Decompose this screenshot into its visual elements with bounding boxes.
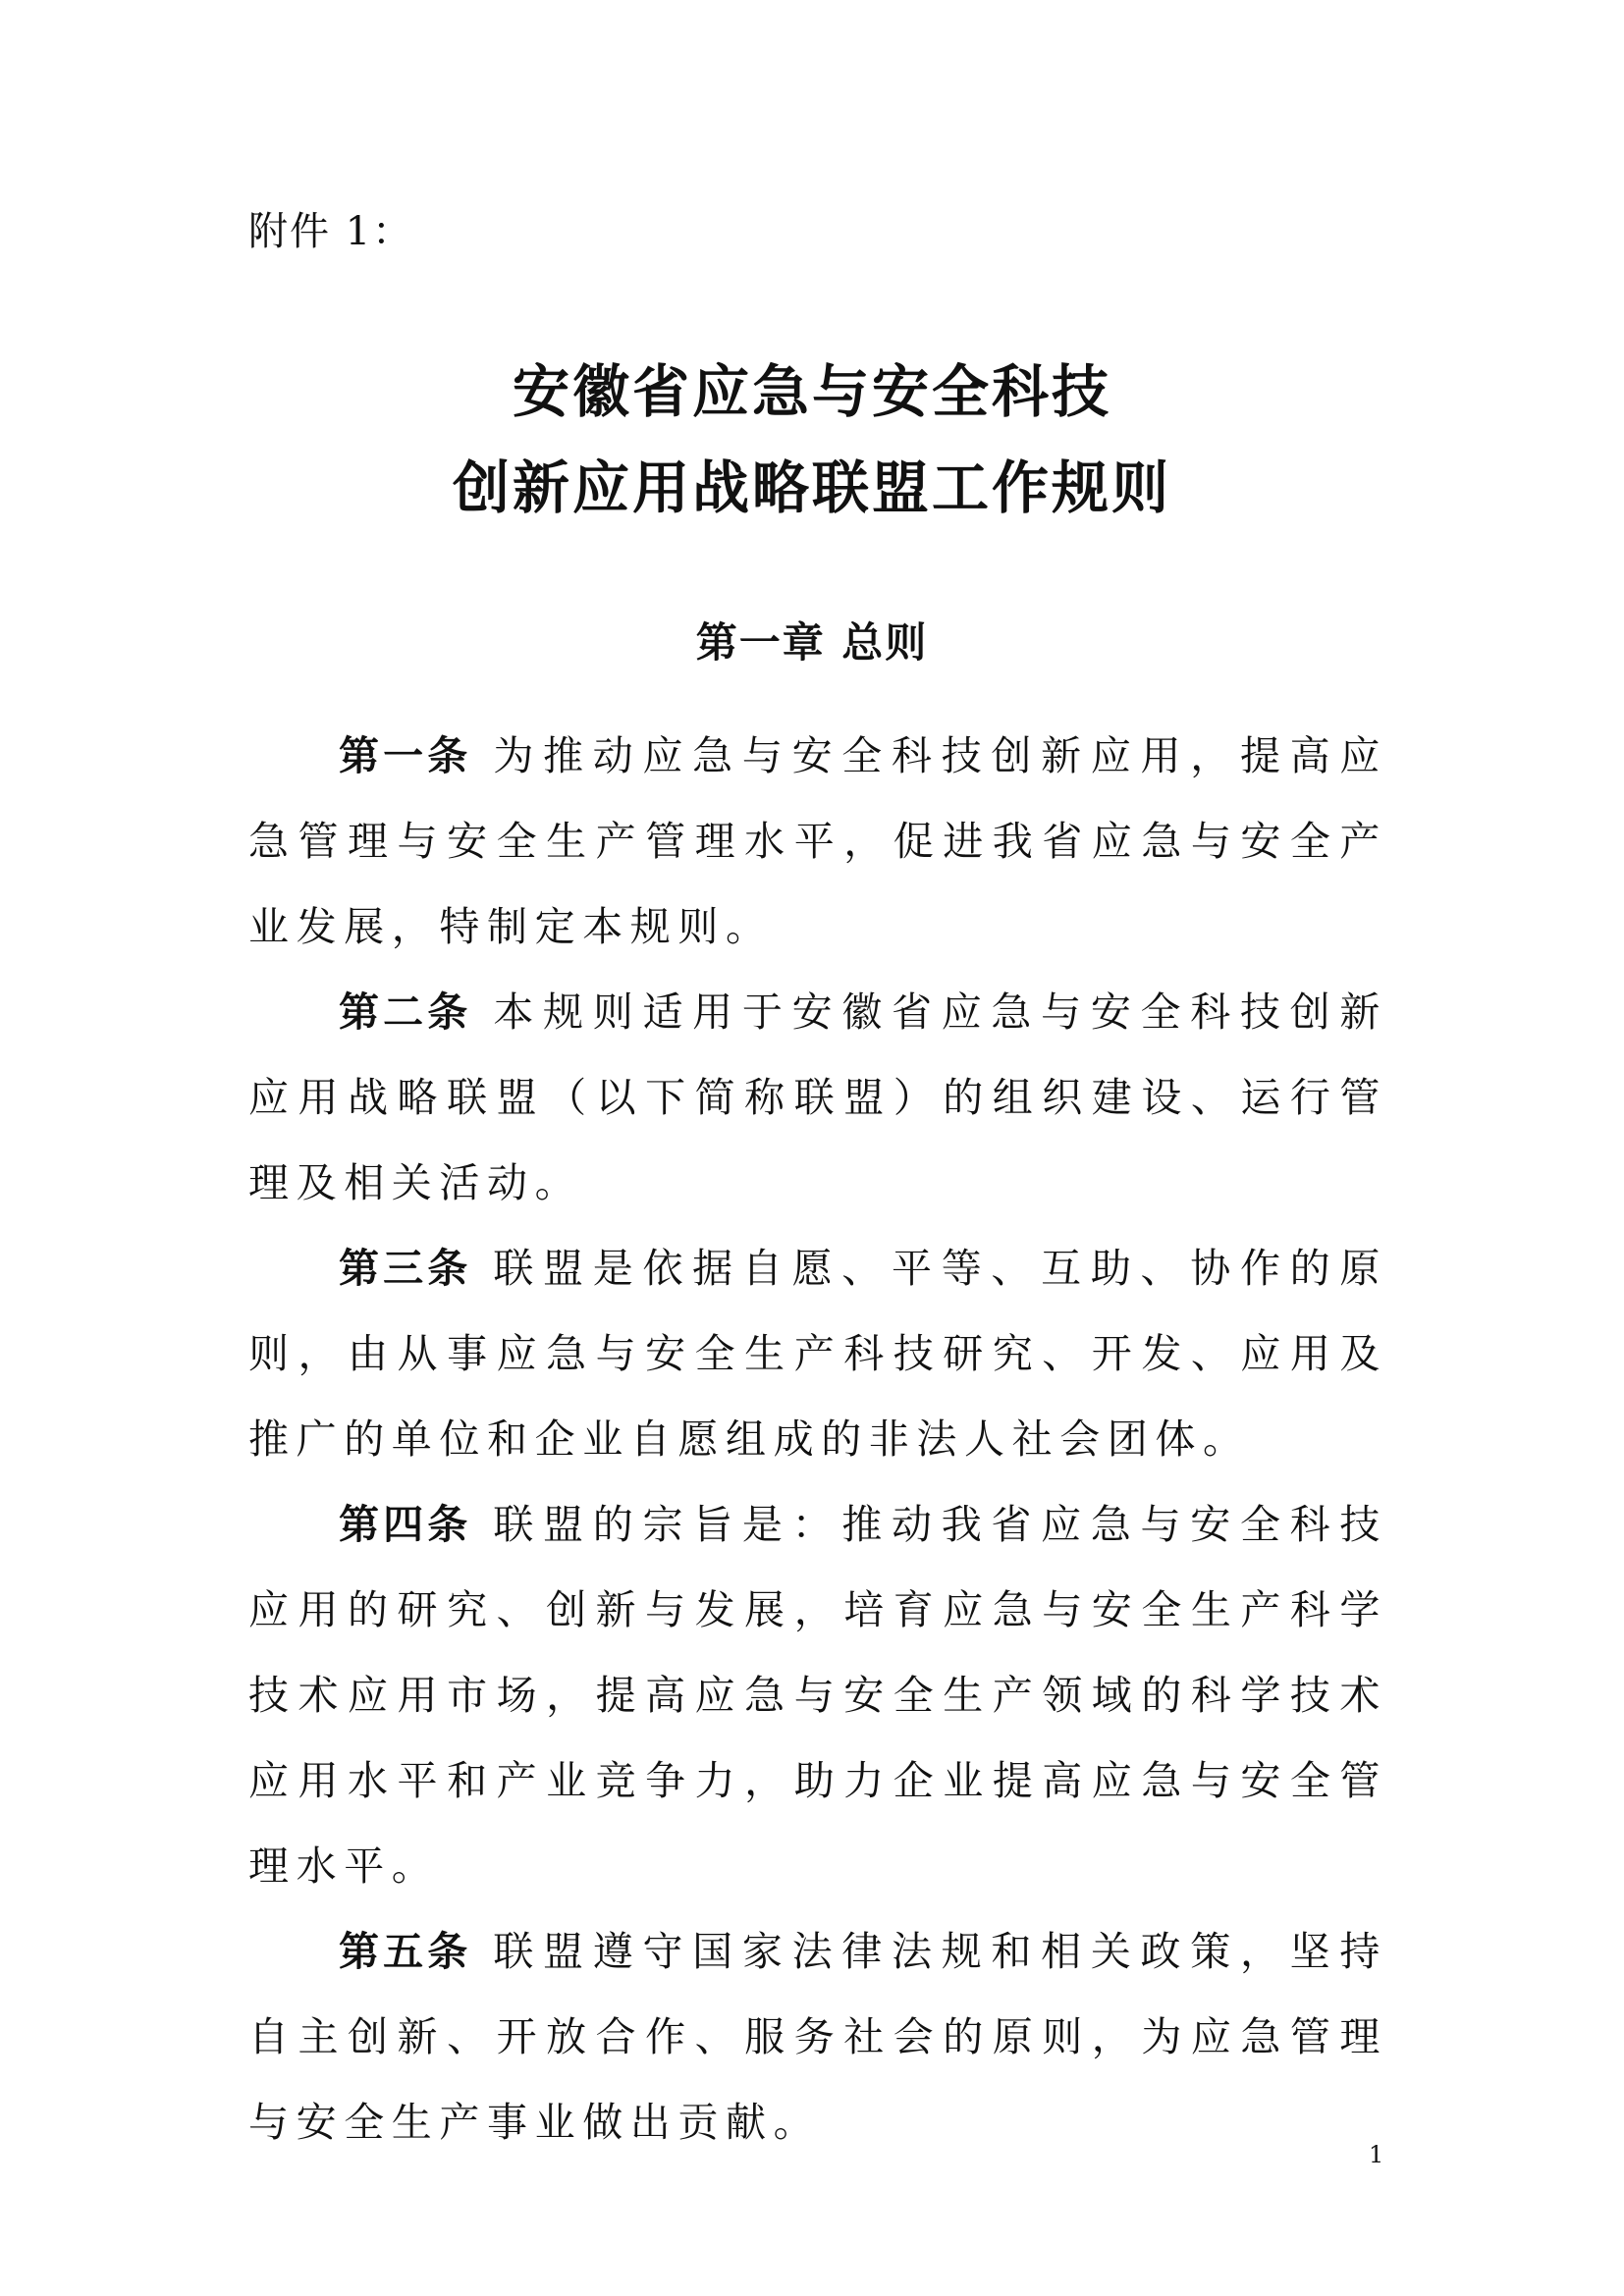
article-1	[248, 714, 1387, 970]
article-text: 为推动应急与安全科技创新应用，提高应急管理与安全生产管理水平，促进我省应急与安全产业发展，特制定本规则。	[248, 732, 1387, 950]
title-line-2: 创新应用战略联盟工作规则	[452, 454, 1171, 521]
title-line-1: 安徽省应急与安全科技	[512, 358, 1111, 425]
article-number: 第二条	[339, 988, 472, 1036]
attachment-label: 附件 1：	[248, 209, 414, 254]
chapter-heading: 第一章 总则	[695, 618, 929, 667]
article-number: 第五条	[339, 1928, 472, 1975]
article-number: 第四条	[339, 1501, 472, 1548]
page-number: 1	[1369, 2141, 1384, 2168]
article-5	[248, 1909, 1387, 2165]
article-text: 联盟遵守国家法律法规和相关政策，坚持自主创新、开放合作、服务社会的原则，为应急管理与安全生产事业做出贡献。	[248, 1928, 1387, 2146]
article-4	[248, 1482, 1387, 1909]
article-text: 联盟的宗旨是：推动我省应急与安全科技应用的研究、创新与发展，培育应急与安全生产科学技术应用市场，提高应急与安全生产领域的科学技术应用水平和产业竞争力，助力企业提高应急与安全管理水平。	[248, 1501, 1387, 1890]
article-number: 第一条	[339, 732, 472, 779]
article-3	[248, 1226, 1387, 1482]
article-number: 第三条	[339, 1245, 472, 1292]
articles-section	[248, 714, 1387, 2165]
document-title	[0, 344, 1624, 536]
article-text: 本规则适用于安徽省应急与安全科技创新应用战略联盟（以下简称联盟）的组织建设、运行管理及相关活动。	[248, 988, 1387, 1206]
article-2	[248, 970, 1387, 1226]
article-text: 联盟是依据自愿、平等、互助、协作的原则，由从事应急与安全生产科技研究、开发、应用及推广的单位和企业自愿组成的非法人社会团体。	[248, 1245, 1387, 1463]
